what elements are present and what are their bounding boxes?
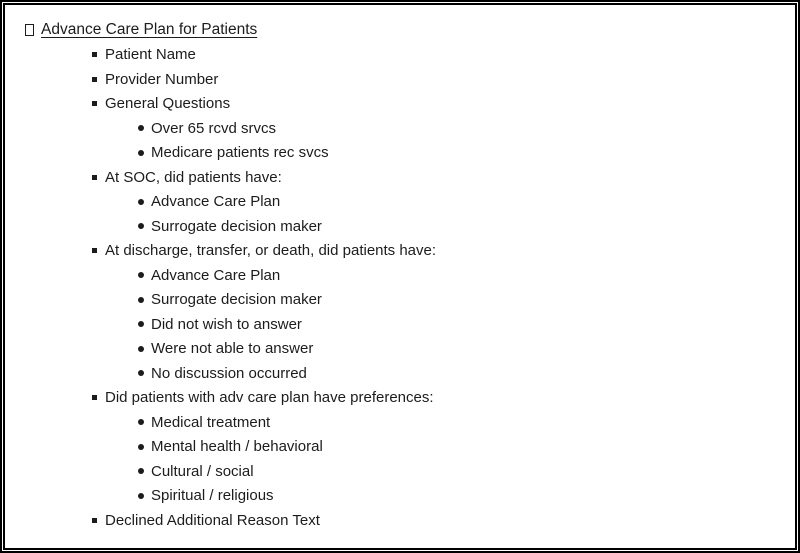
- outline-item-label: Cultural / social: [151, 462, 254, 480]
- outline-item-label: Were not able to answer: [151, 340, 314, 358]
- outline-item-row: [5, 435, 795, 460]
- outline-item-row: [5, 459, 795, 484]
- outline-item-row: [5, 484, 795, 509]
- circle-bullet-icon: [138, 272, 144, 278]
- outline-item-row: [5, 239, 795, 264]
- outline-item-label: No discussion occurred: [151, 364, 307, 382]
- outline-item-label: At SOC, did patients have:: [105, 168, 282, 186]
- circle-bullet-icon: [138, 468, 144, 474]
- outline-item-row: [5, 214, 795, 239]
- outline-item-row: [5, 410, 795, 435]
- circle-bullet-icon: [138, 125, 144, 131]
- document-page: [3, 3, 797, 550]
- outline-item-label: General Questions: [105, 95, 231, 113]
- outline-item-row: [5, 190, 795, 215]
- outline: [5, 18, 795, 533]
- outline-item-label: At discharge, transfer, or death, did patients have:: [105, 242, 437, 260]
- outline-item-label: Did not wish to answer: [151, 315, 302, 333]
- circle-bullet-icon: [138, 444, 144, 450]
- outline-item-label: Medicare patients rec svcs: [151, 144, 329, 162]
- outline-item-label: Did patients with adv care plan have preferences:: [105, 389, 434, 407]
- outline-item-label: Advance Care Plan: [151, 266, 281, 284]
- outline-title-row: [5, 18, 795, 43]
- circle-bullet-icon: [138, 346, 144, 352]
- outline-item-label: Surrogate decision maker: [151, 291, 322, 309]
- outline-item-row: [5, 141, 795, 166]
- circle-bullet-icon: [138, 297, 144, 303]
- outline-item-label: Mental health / behavioral: [151, 438, 323, 456]
- filled-square-bullet-icon: [92, 518, 97, 523]
- outline-item-label: Surrogate decision maker: [151, 217, 322, 235]
- outline-title: Advance Care Plan for Patients: [41, 21, 258, 39]
- outline-item-row: [5, 288, 795, 313]
- circle-bullet-icon: [138, 199, 144, 205]
- circle-bullet-icon: [138, 223, 144, 229]
- outline-item-row: [5, 361, 795, 386]
- outline-item-label: Advance Care Plan: [151, 193, 281, 211]
- filled-square-bullet-icon: [92, 248, 97, 253]
- circle-bullet-icon: [138, 419, 144, 425]
- outline-item-label: Medical treatment: [151, 413, 271, 431]
- outline-item-row: [5, 263, 795, 288]
- outline-item-label: Spiritual / religious: [151, 487, 274, 505]
- hollow-square-bullet-icon: [25, 24, 34, 36]
- outline-item-label: Over 65 rcvd srvcs: [151, 119, 277, 137]
- outline-item-row: [5, 92, 795, 117]
- filled-square-bullet-icon: [92, 52, 97, 57]
- outline-item-row: [5, 337, 795, 362]
- outline-item-row: [5, 508, 795, 533]
- outline-item-row: [5, 67, 795, 92]
- filled-square-bullet-icon: [92, 77, 97, 82]
- filled-square-bullet-icon: [92, 101, 97, 106]
- outline-item-label: Provider Number: [105, 70, 219, 88]
- filled-square-bullet-icon: [92, 175, 97, 180]
- circle-bullet-icon: [138, 321, 144, 327]
- outline-item-row: [5, 386, 795, 411]
- outline-item-label: Patient Name: [105, 46, 196, 64]
- circle-bullet-icon: [138, 370, 144, 376]
- filled-square-bullet-icon: [92, 395, 97, 400]
- outline-item-label: Declined Additional Reason Text: [105, 511, 320, 529]
- circle-bullet-icon: [138, 150, 144, 156]
- outline-item-row: [5, 165, 795, 190]
- circle-bullet-icon: [138, 493, 144, 499]
- outline-item-row: [5, 312, 795, 337]
- outline-item-row: [5, 116, 795, 141]
- outline-item-row: [5, 43, 795, 68]
